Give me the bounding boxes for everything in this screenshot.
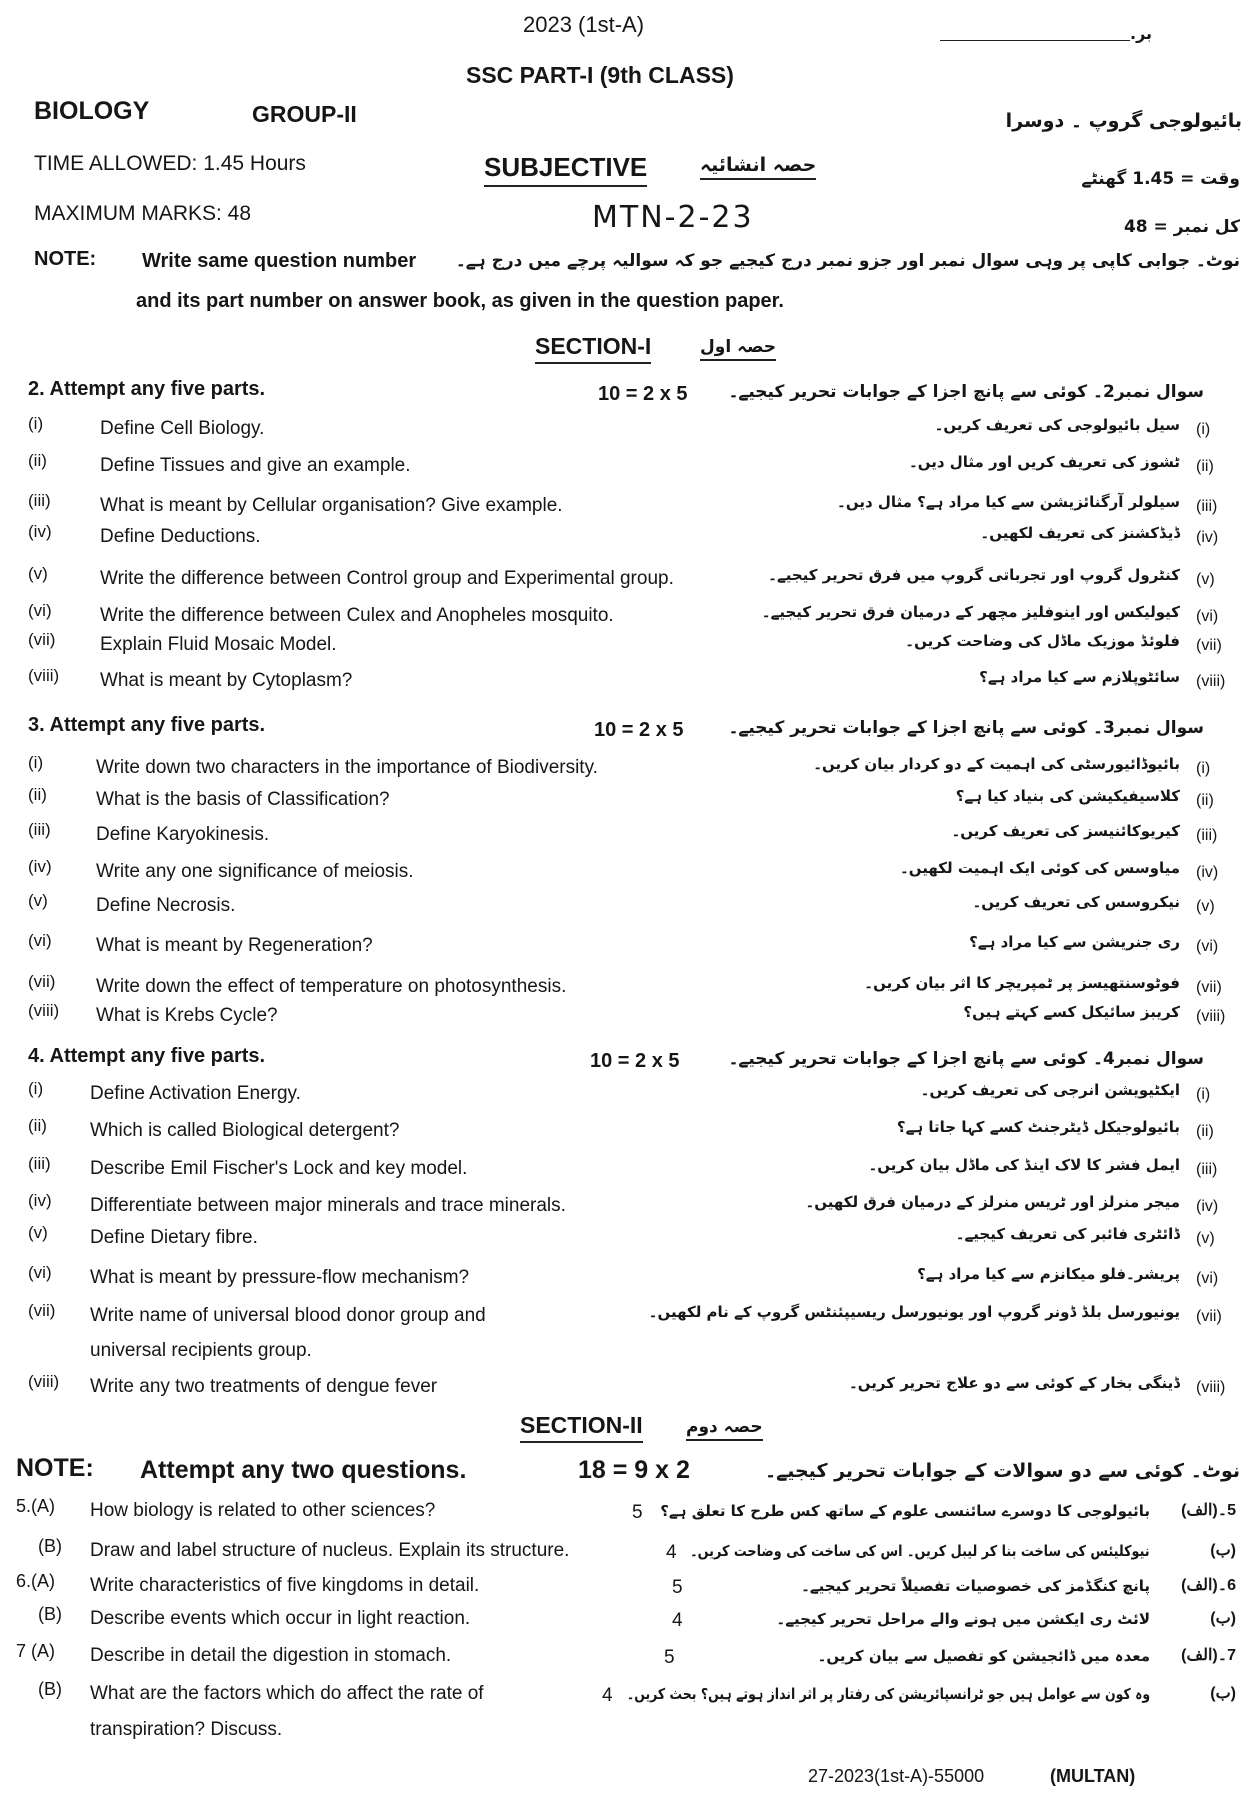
question-marks: 4 [666, 1542, 677, 1563]
part-number-urdu: (vii) [1196, 637, 1222, 654]
question-marks: 5 [672, 1577, 683, 1598]
section-2-note: Attempt any two questions. [140, 1456, 467, 1484]
paper-type: SUBJECTIVE [484, 152, 647, 187]
part-number-urdu: (i) [1196, 760, 1211, 777]
question-heading: 4. Attempt any five parts. [28, 1045, 266, 1067]
part-number: (v) [28, 564, 48, 583]
note-urdu: نوٹ۔ جوابی کاپی پر وہی سوال نمبر اور جزو نمبر درج کیجیے جو کہ سوالیہ پرچے میں درج ہے۔ [455, 251, 1240, 271]
question-text: What are the factors which do affect the rate of [90, 1683, 484, 1704]
part-number-urdu: (iv) [1196, 529, 1219, 546]
part-text: Write name of universal blood donor group and [90, 1305, 486, 1326]
part-text: Describe Emil Fischer's Lock and key model. [90, 1158, 468, 1179]
part-urdu: فلوئڈ موزیک ماڈل کی وضاحت کریں۔ [905, 632, 1180, 650]
exam-year: 2023 (1st-A) [523, 12, 645, 37]
question-number: (B) [38, 1604, 62, 1624]
part-text: Write any two treatments of dengue fever [90, 1376, 438, 1397]
section-2-title: SECTION-II [520, 1412, 643, 1443]
part-urdu: سیلولر آرگنائزیشن سے کیا مراد ہے؟ مثال دیں۔ [837, 493, 1180, 511]
part-text: Define Dietary fibre. [90, 1227, 258, 1248]
part-urdu: کیریوکائنیسز کی تعریف کریں۔ [951, 822, 1180, 840]
part-number: (ii) [28, 451, 47, 470]
part-number-urdu: (i) [1196, 1086, 1211, 1103]
part-number-urdu: (iii) [1196, 498, 1218, 515]
part-urdu: نیکروسس کی تعریف کریں۔ [972, 893, 1180, 911]
part-number: (iv) [28, 857, 52, 876]
question-number-urdu: (ب) [1210, 1542, 1236, 1559]
part-urdu: بائیولوجیکل ڈیٹرجنٹ کسے کہا جاتا ہے؟ [896, 1118, 1180, 1136]
maximum-marks: MAXIMUM MARKS: 48 [34, 202, 252, 225]
question-heading-urdu: سوال نمبر3۔ کوئی سے پانچ اجزا کے جوابات تحریر کیجیے۔ [728, 718, 1204, 738]
question-heading-urdu: سوال نمبر4۔ کوئی سے پانچ اجزا کے جوابات تحریر کیجیے۔ [728, 1049, 1204, 1069]
part-urdu: کنٹرول گروپ اور تجرباتی گروپ میں فرق تحریر کیجیے۔ [768, 566, 1180, 584]
roll-number-line [940, 40, 1130, 41]
part-urdu: سیل بائیولوجی کی تعریف کریں۔ [934, 416, 1180, 434]
part-number-urdu: (ii) [1196, 792, 1214, 809]
part-number-urdu: (v) [1196, 571, 1215, 588]
subject: BIOLOGY [34, 97, 150, 125]
part-text: What is meant by Cytoplasm? [100, 670, 353, 691]
part-text: Define Deductions. [100, 526, 261, 547]
part-number-urdu: (vii) [1196, 979, 1222, 996]
part-urdu: میجر منرلز اور ٹریس منرلز کے درمیان فرق لکھیں۔ [805, 1193, 1180, 1211]
part-text: What is meant by Regeneration? [96, 935, 373, 956]
part-number: (i) [28, 1079, 44, 1098]
section-2-note-label: NOTE: [16, 1454, 94, 1482]
part-urdu: سائٹوپلازم سے کیا مراد ہے؟ [979, 668, 1180, 686]
question-text: Write characteristics of five kingdoms in detail. [90, 1575, 480, 1596]
question-urdu: نیوکلیئس کی ساخت بنا کر لیبل کریں۔ اس کی ساخت کی وضاحت کریں۔ [690, 1542, 1150, 1560]
part-urdu: بائیوڈائیورسٹی کی اہمیت کے دو کردار بیان کریں۔ [813, 755, 1180, 773]
part-number: (vi) [28, 931, 52, 950]
part-urdu: کلاسیفیکیشن کی بنیاد کیا ہے؟ [955, 787, 1180, 805]
section-2-note-urdu: نوٹ۔ کوئی سے دو سوالات کے جوابات تحریر کیجیے۔ [764, 1460, 1240, 1482]
paper-type-urdu: حصہ انشائیہ [700, 154, 816, 180]
part-number-urdu: (viii) [1196, 1008, 1226, 1025]
section-1-title-urdu: حصہ اول [700, 336, 776, 361]
question-heading-urdu: سوال نمبر2۔ کوئی سے پانچ اجزا کے جوابات تحریر کیجیے۔ [728, 382, 1204, 402]
part-urdu: ٹشوز کی تعریف کریں اور مثال دیں۔ [908, 453, 1180, 471]
part-number: (v) [28, 891, 48, 910]
part-number: (viii) [28, 1372, 60, 1391]
part-number-urdu: (iv) [1196, 1198, 1219, 1215]
question-number-urdu: 6۔(الف) [1181, 1577, 1236, 1594]
question-text: Describe in detail the digestion in stomach. [90, 1645, 452, 1666]
part-urdu: یونیورسل بلڈ ڈونر گروپ اور یونیورسل ریسیپئنٹس گروپ کے نام لکھیں۔ [648, 1303, 1180, 1321]
part-number-urdu: (ii) [1196, 458, 1214, 475]
question-urdu: بائیولوجی کا دوسرے سائنسی علوم کے ساتھ کس طرح کا تعلق ہے؟ [660, 1502, 1150, 1520]
part-text: Write the difference between Control group and Experimental group. [100, 568, 674, 589]
question-heading: 3. Attempt any five parts. [28, 714, 266, 736]
part-text: Write the difference between Culex and Anopheles mosquito. [100, 605, 614, 626]
footer-code: 27-2023(1st-A)-55000 [808, 1766, 985, 1786]
part-number: (ii) [28, 1116, 47, 1135]
note-line-1: Write same question number [142, 250, 417, 272]
part-number: (iv) [28, 522, 52, 541]
question-number: 6.(A) [16, 1571, 56, 1591]
question-marks: 10 = 2 x 5 [590, 1050, 680, 1072]
part-number-urdu: (ii) [1196, 1123, 1214, 1140]
section-1-title: SECTION-I [535, 333, 651, 364]
question-urdu: پانچ کنگڈمز کی خصوصیات تفصیلاً تحریر کیجیے۔ [801, 1577, 1150, 1595]
question-text: Describe events which occur in light reaction. [90, 1608, 471, 1629]
part-number: (viii) [28, 666, 60, 685]
part-urdu: ایمل فشر کا لاک اینڈ کی ماڈل بیان کریں۔ [868, 1156, 1180, 1174]
question-marks: 4 [672, 1610, 683, 1631]
part-text: Define Cell Biology. [100, 418, 265, 439]
part-text: Define Karyokinesis. [96, 824, 270, 845]
part-urdu: ری جنریشن سے کیا مراد ہے؟ [969, 933, 1180, 951]
note-label: NOTE: [34, 248, 97, 270]
part-text: What is the basis of Classification? [96, 789, 390, 810]
part-urdu: فوٹوسنتھیسز پر ٹمپریچر کا اثر بیان کریں۔ [864, 974, 1180, 992]
part-number-urdu: (vi) [1196, 608, 1219, 625]
part-urdu: کیولیکس اور اینوفلیز مچھر کے درمیان فرق تحریر کیجیے۔ [761, 603, 1180, 621]
part-text: Write down the effect of temperature on photosynthesis. [96, 976, 567, 997]
part-text: Write any one significance of meiosis. [96, 861, 414, 882]
part-number-urdu: (viii) [1196, 673, 1226, 690]
question-number-urdu: (ب) [1210, 1685, 1236, 1702]
time-allowed: TIME ALLOWED: 1.45 Hours [34, 152, 306, 175]
part-number-urdu: (i) [1196, 421, 1211, 438]
question-number-urdu: 5۔(الف) [1181, 1502, 1236, 1519]
part-number-urdu: (iv) [1196, 864, 1219, 881]
group: GROUP-II [252, 101, 357, 127]
part-number: (iv) [28, 1191, 52, 1210]
note-line-2: and its part number on answer book, as given in the question paper. [136, 290, 784, 312]
part-text: What is meant by pressure-flow mechanism? [90, 1267, 470, 1288]
question-number-urdu: 7۔(الف) [1181, 1647, 1236, 1664]
part-number: (vi) [28, 601, 52, 620]
section-2-marks: 18 = 9 x 2 [578, 1456, 690, 1484]
question-number: (B) [38, 1679, 62, 1699]
handwritten-code: MTN-2-23 [592, 200, 754, 235]
part-number-urdu: (v) [1196, 1230, 1215, 1247]
part-number: (vii) [28, 972, 56, 991]
class-title: SSC PART-I (9th CLASS) [466, 62, 734, 88]
question-marks: 10 = 2 x 5 [598, 383, 688, 405]
part-number: (v) [28, 1223, 48, 1242]
question-urdu: لائٹ ری ایکشن میں ہونے والے مراحل تحریر کیجیے۔ [776, 1610, 1150, 1628]
part-number: (viii) [28, 1001, 60, 1020]
part-number: (vii) [28, 1301, 56, 1320]
question-text: Draw and label structure of nucleus. Explain its structure. [90, 1540, 570, 1561]
question-urdu: معدہ میں ڈائجیشن کو تفصیل سے بیان کریں۔ [817, 1647, 1150, 1665]
part-urdu: میاوسس کی کوئی ایک اہمیت لکھیں۔ [899, 859, 1180, 877]
time-urdu: وقت = 1.45 گھنٹے [1081, 169, 1240, 189]
question-number: 5.(A) [16, 1496, 56, 1516]
part-number: (vii) [28, 630, 56, 649]
part-number-urdu: (v) [1196, 898, 1215, 915]
part-text: Explain Fluid Mosaic Model. [100, 634, 337, 655]
part-number: (i) [28, 753, 44, 772]
part-number: (iii) [28, 1154, 51, 1173]
part-number-urdu: (iii) [1196, 1161, 1218, 1178]
part-number-urdu: (iii) [1196, 827, 1218, 844]
part-text: Define Necrosis. [96, 895, 236, 916]
part-urdu: ڈینگی بخار کے کوئی سے دو علاج تحریر کریں۔ [849, 1374, 1180, 1392]
part-number-urdu: (viii) [1196, 1379, 1226, 1396]
question-number: 7 (A) [16, 1641, 56, 1661]
part-number-urdu: (vii) [1196, 1308, 1222, 1325]
part-number: (ii) [28, 785, 47, 804]
part-number: (vi) [28, 1263, 52, 1282]
part-urdu: کریبز سائیکل کسے کہتے ہیں؟ [963, 1003, 1180, 1021]
question-marks: 5 [632, 1502, 643, 1523]
part-number-urdu: (vi) [1196, 938, 1219, 955]
question-heading: 2. Attempt any five parts. [28, 378, 266, 400]
subject-urdu: بائیولوجی گروپ ۔ دوسرا [1005, 110, 1242, 132]
part-urdu: ایکٹیویشن انرجی کی تعریف کریں۔ [920, 1081, 1180, 1099]
part-number: (iii) [28, 491, 51, 510]
part-number-urdu: (vi) [1196, 1270, 1219, 1287]
part-number: (i) [28, 414, 44, 433]
part-urdu: ڈائٹری فائبر کی تعریف کیجیے۔ [955, 1225, 1180, 1243]
question-number: (B) [38, 1536, 62, 1556]
roll-number-label: بر. [1130, 24, 1153, 43]
question-number-urdu: (ب) [1210, 1610, 1236, 1627]
part-text: Write down two characters in the importance of Biodiversity. [96, 757, 598, 778]
part-text-continued: universal recipients group. [90, 1340, 312, 1361]
question-urdu: وہ کون سے عوامل ہیں جو ٹرانسپائریشن کی رفتار پر اثر انداز ہوتے ہیں؟ بحث کریں۔ [626, 1685, 1150, 1703]
question-marks: 10 = 2 x 5 [594, 719, 684, 741]
part-urdu: پریشر۔فلو میکانزم سے کیا مراد ہے؟ [917, 1265, 1180, 1283]
footer-city: (MULTAN) [1050, 1766, 1136, 1786]
part-text: Define Activation Energy. [90, 1083, 301, 1104]
part-text: Which is called Biological detergent? [90, 1120, 400, 1141]
marks-urdu: کل نمبر = 48 [1123, 217, 1240, 237]
question-marks: 4 [602, 1685, 613, 1706]
part-text: What is meant by Cellular organisation? Give example. [100, 495, 563, 516]
part-text: Differentiate between major minerals and trace minerals. [90, 1195, 566, 1216]
part-text: What is Krebs Cycle? [96, 1005, 278, 1026]
part-number: (iii) [28, 820, 51, 839]
part-text: Define Tissues and give an example. [100, 455, 411, 476]
question-text: How biology is related to other sciences? [90, 1500, 436, 1521]
question-text-continued: transpiration? Discuss. [90, 1719, 283, 1740]
part-urdu: ڈیڈکشنز کی تعریف لکھیں۔ [980, 524, 1180, 542]
question-marks: 5 [664, 1647, 675, 1668]
section-2-title-urdu: حصہ دوم [686, 1416, 763, 1441]
